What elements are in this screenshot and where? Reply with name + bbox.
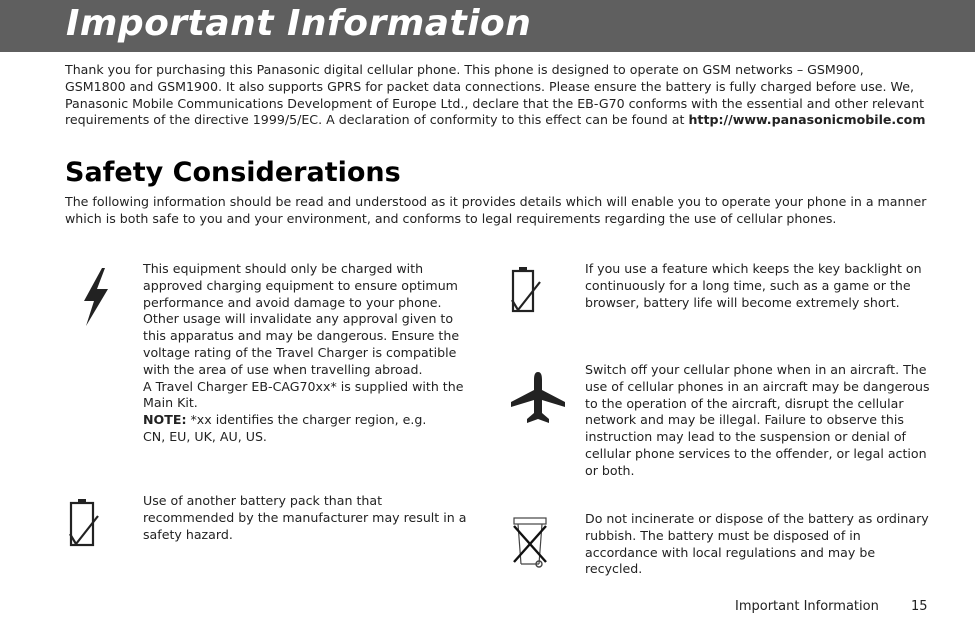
page-title: Important Information <box>66 3 532 44</box>
battery-pack-safety-item: Use of another battery pack than that recommended by the manufacturer may result in a safety hazard. <box>143 493 467 542</box>
intro-paragraph <box>65 62 927 129</box>
battery-check-icon <box>68 498 100 550</box>
note-label: NOTE: <box>143 412 187 428</box>
battery-check-icon <box>510 266 542 314</box>
website-link[interactable]: http://www.panasonicmobile.com <box>688 112 926 128</box>
backlight-safety-item: If you use a feature which keeps the key backlight on continuously for a long time, such as a game or the browser, battery life will become extremely short. <box>585 261 922 310</box>
footer-section-label: Important Information <box>735 599 879 614</box>
charger-paragraph: This equipment should only be charged with approved charging equipment to ensure optimum performance and avoid damage to your phone. Other usage will invalidate any approval given to this apparatus and may be dangerous. Ensure the voltage rating of the Travel Charger is compatible with the area of use when travelling abroad. <box>143 261 460 377</box>
intro-text: Thank you for purchasing this Panasonic digital cellular phone. This phone is designed to operate on GSM networks – GSM900, GSM1800 and GSM1900. It also supports GPRS for packet data connections. Please ensure the battery is fully charged before use. We, Panasonic Mobile Communications Development of Europe Ltd., declare that the EB-G70 conforms with the essential and other relevant requirements of the directive 1999/5/EC. A declaration of conformity to this effect can be found at <box>65 62 925 128</box>
aircraft-safety-item: Switch off your cellular phone when in an aircraft. The use of cellular phones in an aircraft may be dangerous to the operation of the aircraft, disrupt the cellular network and may be illegal. Failure to observe this instruction may lead to the suspension or denial of cellular phone services to the offender, or legal action or both. <box>585 362 930 478</box>
charger-supply-paragraph: A Travel Charger EB-CAG70xx* is supplied with the Main Kit. <box>143 378 464 411</box>
section-heading: Safety Considerations <box>65 157 401 188</box>
lightning-bolt-icon <box>82 268 110 326</box>
page-number: 15 <box>911 599 928 614</box>
safety-intro-paragraph: The following information should be read and understood as it provides details which will enable you to operate your phone in a manner which is both safe to you and your environment, and conforms to legal requirements regarding the use of cellular phones. <box>65 194 927 226</box>
airplane-icon <box>510 372 566 424</box>
charger-safety-item <box>143 261 473 446</box>
title-banner <box>0 0 975 52</box>
charger-note <box>143 412 433 446</box>
disposal-safety-item: Do not incinerate or dispose of the battery as ordinary rubbish. The battery must be disposed of in accordance with local regulations and may be recycled. <box>585 511 929 577</box>
note-text: *xx identifies the charger region, e.g. CN, EU, UK, AU, US. <box>143 412 427 444</box>
crossed-bin-icon <box>508 516 552 570</box>
